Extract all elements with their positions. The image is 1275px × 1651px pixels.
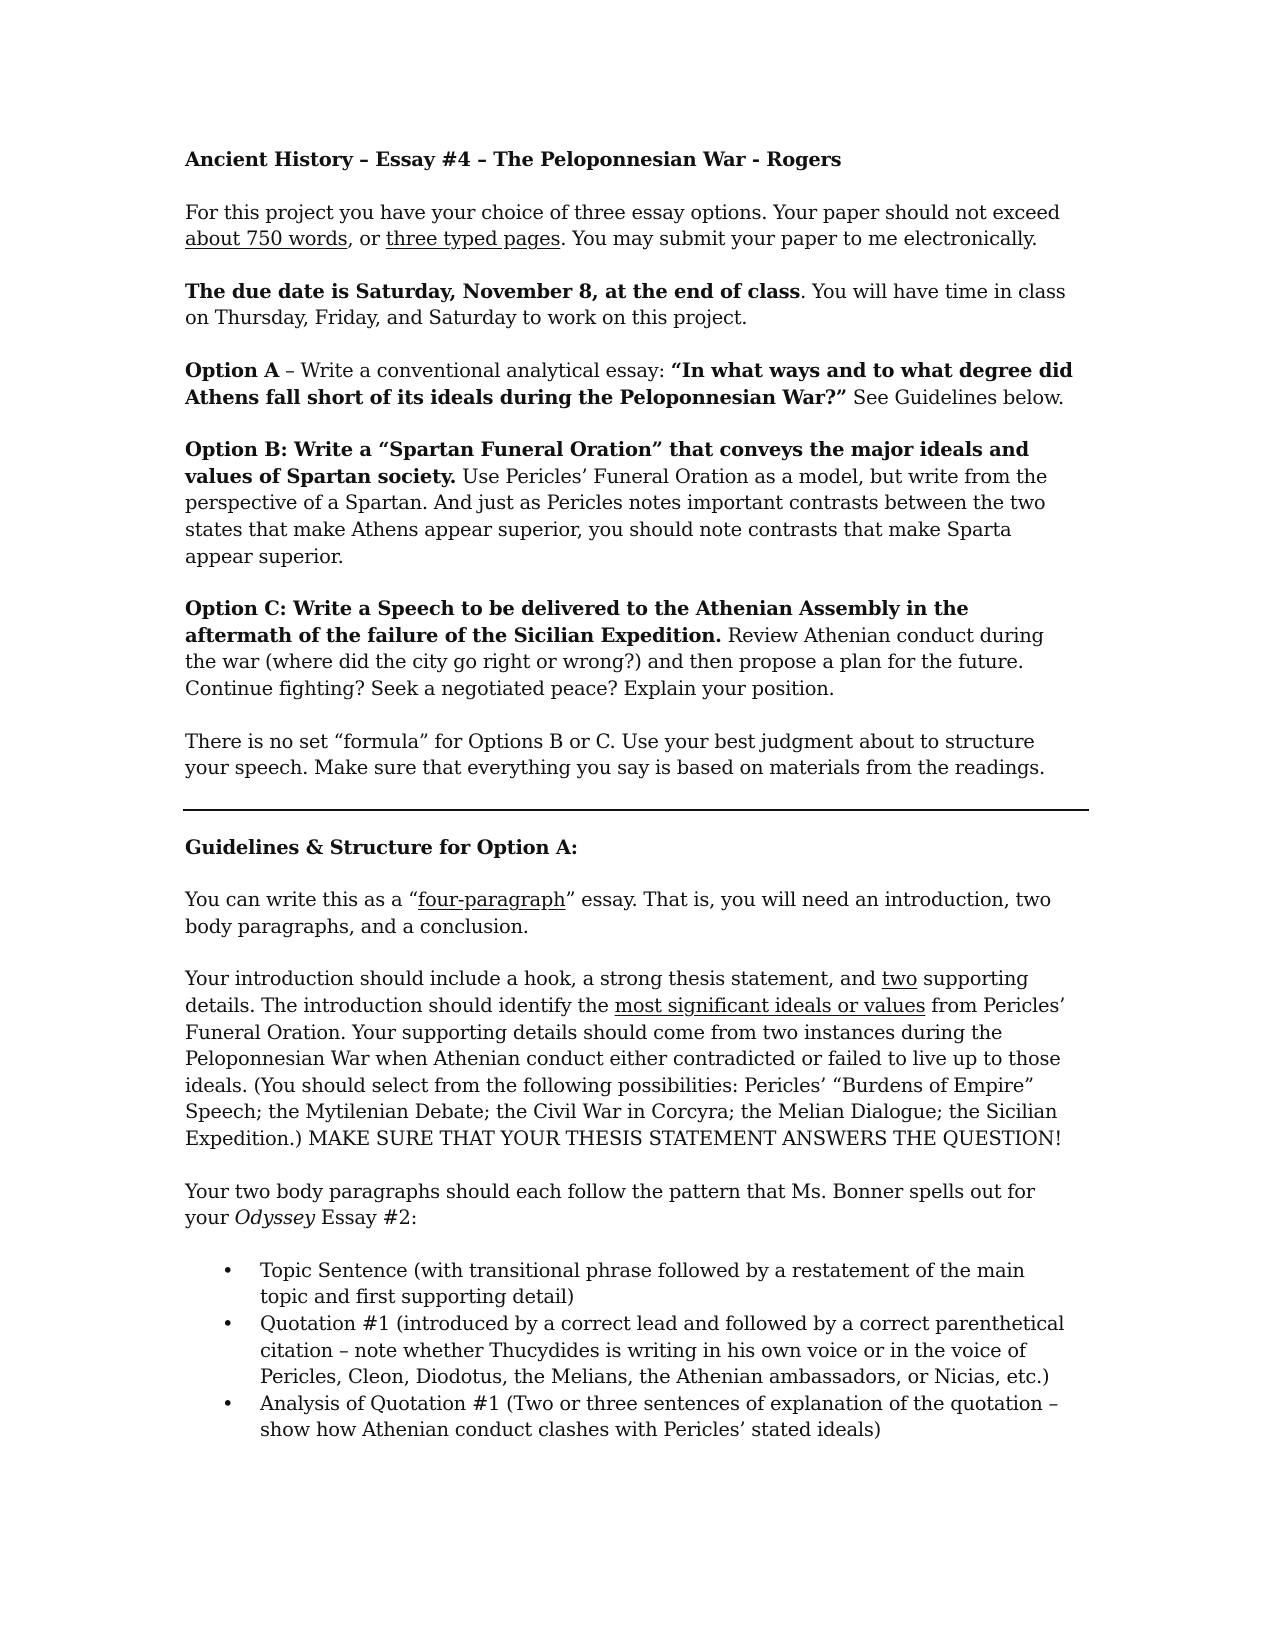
bullet-text: Analysis of Quotation #1 (Two or three sentences of explanation of the quotation – show how Athenian conduct clashes with Pericles’ stated ideals) (260, 1391, 1059, 1442)
two-underlined: two (881, 967, 918, 991)
bullet-text: Topic Sentence (with transitional phrase followed by a restatement of the main topic and first supporting detail) (260, 1258, 1025, 1309)
intro-text-1: For this project you have your choice of three essay options. Your paper should not exceed (185, 200, 1060, 224)
option-c-heading: Option C: Write a Speech to be delivered to the Athenian Assembly in the aftermath of the failure of the Sicilian Expedition. (185, 597, 969, 647)
option-a-intro: – Write a conventional analytical essay: (279, 358, 671, 382)
page-limit-underlined: three typed pages (385, 227, 561, 251)
list-item (222, 1258, 1075, 1311)
odyssey-italic: Odyssey (234, 1206, 315, 1230)
guidelines-paragraph-1 (185, 887, 1075, 940)
intro-text-2: , or (347, 227, 386, 251)
option-b-paragraph (185, 437, 1075, 570)
g3-text-2: Essay #2: (314, 1206, 418, 1230)
section-divider (183, 809, 1089, 811)
word-limit-underlined: about 750 words (185, 227, 348, 251)
option-b-heading: Option B: Write a “Spartan Funeral Oration” that conveys the major ideals and values of Spartan society. (185, 438, 1029, 488)
option-a-paragraph (185, 358, 1075, 411)
g1-text-2: ” essay. That is, you will need an introduction, two body paragraphs, and a conclusion. (185, 888, 1052, 938)
due-date-paragraph (185, 279, 1075, 332)
option-a-question: “In what ways and to what degree did Athens fall short of its ideals during the Peloponnesian War?” (185, 358, 1073, 409)
bullet-text: Quotation #1 (introduced by a correct lead and followed by a correct parenthetical citation – note whether Thucydides is writing in his own voice or in the voice of Pericles, Cleon, Diodotus, the Melians, the Athenian ambassadors, or Nicias, etc.) (260, 1312, 1065, 1389)
bullet-icon: • (222, 1258, 234, 1282)
due-date-rest: . You will have time in class on Thursday, Friday, and Saturday to work on this project. (185, 279, 1066, 330)
intro-paragraph (185, 200, 1075, 253)
guidelines-paragraph-2 (185, 966, 1075, 1152)
option-a-label: Option A (185, 358, 280, 382)
option-c-paragraph (185, 596, 1075, 702)
bullet-icon: • (222, 1391, 234, 1415)
guidelines-paragraph-3 (185, 1179, 1075, 1232)
option-a-rest: See Guidelines below. (846, 385, 1064, 409)
g2-text-2: supporting details. The introduction should identify the (185, 967, 1029, 1018)
four-paragraph-underlined: four-paragraph (418, 888, 566, 912)
list-item (222, 1311, 1075, 1391)
g3-text-1: Your two body paragraphs should each follow the pattern that Ms. Bonner spells out for your (185, 1179, 1035, 1230)
g1-text-1: You can write this as a “ (185, 888, 419, 912)
guidelines-heading: Guidelines & Structure for Option A: (185, 835, 578, 859)
bullet-icon: • (222, 1312, 234, 1335)
option-c-rest: Review Athenian conduct during the war (where did the city go right or wrong?) and then propose a plan for the future. Continue fighting? Seek a negotiated peace? Explain your position. (185, 623, 1044, 700)
document-title: Ancient History – Essay #4 – The Peloponnesian War - Rogers (185, 148, 842, 171)
list-item (222, 1391, 1075, 1444)
ideals-underlined: most significant ideals or values (614, 994, 926, 1018)
intro-text-3: . You may submit your paper to me electronically. (560, 227, 1038, 251)
due-date-bold: The due date is Saturday, November 8, at the end of class (185, 279, 801, 303)
option-b-rest: Use Pericles’ Funeral Oration as a model, but write from the perspective of a Spartan. And just as Pericles notes important contrasts between the two states that make Athens appear superior, you should note contrasts that make Sparta appear superior. (185, 464, 1048, 568)
structure-bullet-list (185, 1258, 1075, 1444)
g2-text-3: from Pericles’ Funeral Oration. Your supporting details should come from two instances during the Peloponnesian War when Athenian conduct either contradicted or failed to live up to those ideals. (You should select from the following possibilities: Pericles’ “Burdens of Empire” Speech; the Mytilenian Debate; the Civil War in Corcyra; the Melian Dialogue; the Sicilian Expedition.) MAKE SURE THAT YOUR THESIS STATEMENT ANSWERS THE QUESTION! (185, 994, 1066, 1151)
g2-text-1: Your introduction should include a hook, a strong thesis statement, and (185, 967, 882, 991)
formula-note-paragraph: There is no set “formula” for Options B or C. Use your best judgment about to structure your speech. Make sure that everything you say is based on materials from the readings. (185, 729, 1045, 780)
